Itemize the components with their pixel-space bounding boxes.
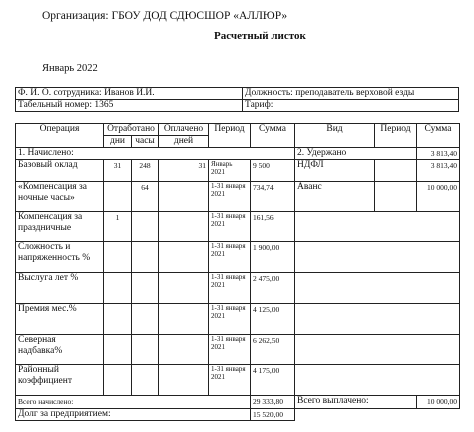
table-row <box>16 365 460 396</box>
empty-cell <box>159 365 209 396</box>
col-days: дни <box>104 136 132 148</box>
withheld-sum: 3 813,40 <box>417 160 460 182</box>
total-paid-sum: 10 000,00 <box>417 396 460 409</box>
accrued-paid <box>159 212 209 242</box>
col-sum: Сумма <box>251 124 295 148</box>
empty-cell <box>295 212 460 242</box>
employee-info-table <box>15 87 459 112</box>
col-sum2: Сумма <box>417 124 460 148</box>
empty-cell <box>295 365 460 396</box>
accrued-paid: 31 <box>159 160 209 182</box>
accrued-hours <box>132 212 159 242</box>
accrued-sum: 1 900,00 <box>251 242 295 273</box>
empty-cell <box>132 273 159 304</box>
debt-label: Долг за предприятием: <box>16 409 251 421</box>
accrued-name: Сложность и напряженность % <box>16 242 104 273</box>
accrued-sum: 161,56 <box>251 212 295 242</box>
section-row <box>16 148 460 160</box>
accrued-period: 1-31 января 2021 <box>209 212 251 242</box>
accrued-paid <box>159 182 209 212</box>
employee-tariff: Тариф: <box>243 100 459 112</box>
empty-cell <box>104 335 132 365</box>
withheld-sum: 10 000,00 <box>417 182 460 212</box>
table-row <box>16 160 460 182</box>
accrued-name: Районный коэффициент <box>16 365 104 396</box>
col-operation: Операция <box>16 124 104 148</box>
empty-cell <box>104 304 132 335</box>
accrued-sum: 9 500 <box>251 160 295 182</box>
empty-cell <box>132 304 159 335</box>
organization-name: Организация: ГБОУ ДОД СДЮСШОР «АЛЛЮР» <box>42 10 288 22</box>
accrued-period: 1-31 января 2021 <box>209 304 251 335</box>
empty-cell <box>295 409 460 421</box>
col-period2: Период <box>375 124 417 148</box>
accrued-period: 1-31 января 2021 <box>209 365 251 396</box>
employee-name: Ф. И. О. сотрудника: Иванов И.И. <box>16 88 243 100</box>
withheld-name: Аванс <box>295 182 375 212</box>
empty-cell <box>295 242 460 273</box>
accrued-sum: 734,74 <box>251 182 295 212</box>
col-hours: часы <box>132 136 159 148</box>
employee-tab-number: Табельный номер: 1365 <box>16 100 243 112</box>
accrued-period: 1-31 января 2021 <box>209 335 251 365</box>
table-row <box>16 242 460 273</box>
accrued-hours: 248 <box>132 160 159 182</box>
empty-cell <box>159 304 209 335</box>
accrued-period: 1-31 января 2021 <box>209 182 251 212</box>
empty-cell <box>132 365 159 396</box>
total-paid-label: Всего выплачено: <box>295 396 417 409</box>
col-kind: Вид <box>295 124 375 148</box>
empty-cell <box>132 335 159 365</box>
accrued-name: Премия мес.% <box>16 304 104 335</box>
accrued-sum: 2 475,00 <box>251 273 295 304</box>
totals-row <box>16 396 460 409</box>
accrued-sum: 4 175,00 <box>251 365 295 396</box>
empty-cell <box>104 242 132 273</box>
empty-cell <box>295 304 460 335</box>
accrued-name: Базовый оклад <box>16 160 104 182</box>
total-accrued-sum: 29 333,80 <box>251 396 295 409</box>
withheld-period <box>375 160 417 182</box>
period-month: Январь 2022 <box>42 63 98 74</box>
accrued-period: Январь 2021 <box>209 160 251 182</box>
total-accrued-label: Всего начислено: <box>16 396 251 409</box>
header-row <box>16 124 460 136</box>
empty-cell <box>159 335 209 365</box>
table-row <box>16 182 460 212</box>
col-worked: Отработано <box>104 124 159 136</box>
empty-cell <box>159 273 209 304</box>
table-row <box>16 335 460 365</box>
debt-row <box>16 409 460 421</box>
empty-cell <box>132 242 159 273</box>
accrued-name: Северная надбавка% <box>16 335 104 365</box>
accrued-days: 1 <box>104 212 132 242</box>
debt-sum: 15 520,00 <box>251 409 295 421</box>
document-title: Расчетный листок <box>214 30 306 42</box>
accrued-days: 31 <box>104 160 132 182</box>
employee-position: Должность: преподаватель верховой езды <box>243 88 459 100</box>
withheld-section-sum: 3 813,40 <box>417 148 460 160</box>
payslip-table <box>15 123 460 421</box>
empty-cell <box>104 273 132 304</box>
table-row <box>16 304 460 335</box>
accrued-sum: 6 262,50 <box>251 335 295 365</box>
accrued-name: Выслуга лет % <box>16 273 104 304</box>
empty-cell <box>159 242 209 273</box>
table-row <box>16 273 460 304</box>
col-paid: Оплачено <box>159 124 209 136</box>
table-row <box>16 212 460 242</box>
accrued-period: 1-31 января 2021 <box>209 242 251 273</box>
withheld-section-label: 2. Удержано <box>295 148 417 160</box>
withheld-name: НДФЛ <box>295 160 375 182</box>
empty-cell <box>295 335 460 365</box>
col-paid-days: дней <box>159 136 209 148</box>
accrued-days <box>104 182 132 212</box>
accrued-period: 1-31 января 2021 <box>209 273 251 304</box>
accrued-sum: 4 125,00 <box>251 304 295 335</box>
withheld-period <box>375 182 417 212</box>
accrued-name: «Компенсация за ночные часы» <box>16 182 104 212</box>
empty-cell <box>104 365 132 396</box>
col-period: Период <box>209 124 251 148</box>
empty-cell <box>295 273 460 304</box>
accrued-hours: 64 <box>132 182 159 212</box>
accrued-section-label: 1. Начислено: <box>16 148 295 160</box>
accrued-name: Компенсация за праздничные <box>16 212 104 242</box>
